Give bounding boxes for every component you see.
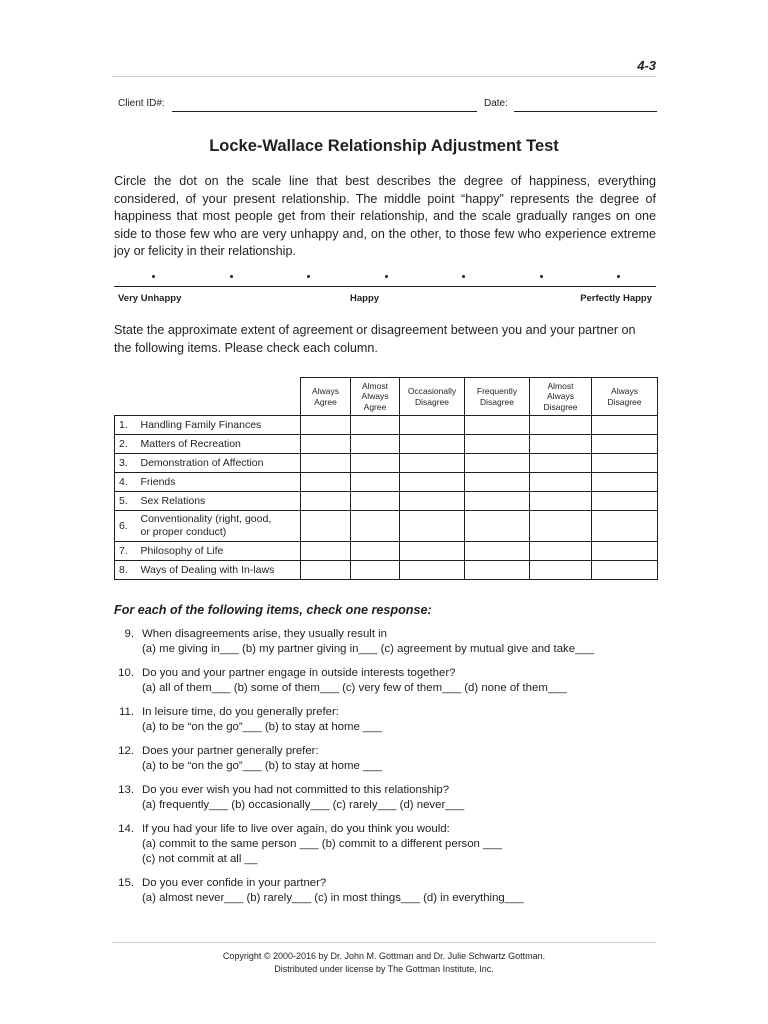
table-row [115, 511, 658, 542]
question-text: If you had your life to live over again, do you think you would: [142, 823, 450, 835]
checkbox-cell[interactable] [592, 511, 658, 542]
scale-dot-5[interactable] [462, 275, 465, 278]
item-label-line: Demonstration of Affection [140, 456, 264, 469]
checkbox-cell[interactable] [400, 473, 465, 492]
item-label-line: Philosophy of Life [140, 544, 224, 557]
question-number: 11. [119, 706, 134, 718]
question-options[interactable]: (a) to be “on the go”___ (b) to stay at home ___ [142, 760, 382, 772]
checkbox-cell[interactable] [530, 454, 592, 473]
item-label-line: Handling Family Finances [140, 418, 262, 431]
question-number: 12. [118, 745, 134, 757]
question-text: When disagreements arise, they usually result in [142, 628, 388, 640]
table-row [115, 473, 658, 492]
date-label: Date: [484, 98, 508, 109]
question-number: 10. [118, 667, 134, 679]
checkbox-cell[interactable] [351, 454, 400, 473]
question-item [114, 783, 656, 813]
copyright-footer [0, 950, 768, 975]
question-text: Do you and your partner engage in outside interests together? [142, 667, 456, 679]
agreement-column-header [530, 378, 592, 416]
happiness-scale [114, 272, 656, 312]
checkbox-cell[interactable] [465, 454, 530, 473]
question-text: Does your partner generally prefer: [142, 745, 319, 757]
item-label [139, 561, 301, 580]
table-row [115, 416, 658, 435]
checkbox-cell[interactable] [592, 473, 658, 492]
client-info-row [118, 98, 658, 116]
checkbox-cell[interactable] [301, 435, 351, 454]
question-number: 14. [118, 823, 134, 835]
checkbox-cell[interactable] [351, 511, 400, 542]
column-header-line: Agree [363, 401, 387, 412]
question-number: 15. [118, 877, 134, 889]
item-number: 1. [115, 416, 139, 435]
table-row [115, 542, 658, 561]
table-row [115, 454, 658, 473]
checkbox-cell[interactable] [465, 435, 530, 454]
column-header-line: Always [547, 391, 574, 402]
checkbox-cell[interactable] [530, 416, 592, 435]
table-row [115, 561, 658, 580]
checkbox-cell[interactable] [592, 454, 658, 473]
agreement-column-header [592, 378, 658, 416]
questions-heading: For each of the following items, check one response: [114, 603, 432, 617]
footer-line-1: Copyright © 2000-2016 by Dr. John M. Gottman and Dr. Julie Schwartz Gottman. [222, 951, 546, 961]
question-options[interactable]: (a) to be “on the go”___ (b) to stay at home ___ [142, 721, 382, 733]
scale-dot-2[interactable] [230, 275, 233, 278]
checkbox-cell[interactable] [530, 511, 592, 542]
checkbox-cell[interactable] [301, 416, 351, 435]
checkbox-cell[interactable] [465, 473, 530, 492]
checkbox-cell[interactable] [530, 473, 592, 492]
question-options[interactable]: (a) all of them___ (b) some of them___ (c) very few of them___ (d) none of them___ [142, 682, 567, 694]
question-item [114, 822, 656, 867]
question-item [114, 876, 656, 906]
agreement-column-header [400, 378, 465, 416]
checkbox-cell[interactable] [400, 416, 465, 435]
question-options[interactable]: (a) frequently___ (b) occasionally___ (c) rarely___ (d) never___ [142, 799, 465, 811]
checkbox-cell[interactable] [351, 542, 400, 561]
bottom-divider [112, 942, 656, 943]
question-number: 9. [124, 628, 134, 640]
questions-list [114, 627, 656, 915]
checkbox-cell[interactable] [301, 473, 351, 492]
checkbox-cell[interactable] [465, 416, 530, 435]
checkbox-cell[interactable] [301, 492, 351, 511]
checkbox-cell[interactable] [301, 511, 351, 542]
checkbox-cell[interactable] [400, 435, 465, 454]
question-body [142, 744, 656, 774]
question-body [142, 705, 656, 735]
item-label-line: Friends [140, 475, 176, 488]
item-label-line: Matters of Recreation [140, 437, 241, 450]
question-text: Do you ever wish you had not committed to this relationship? [142, 784, 450, 796]
question-options[interactable]: (a) commit to the same person ___ (b) commit to a different person ___ [142, 838, 503, 850]
scale-dot-4[interactable] [385, 275, 388, 278]
checkbox-cell[interactable] [400, 542, 465, 561]
scale-label-happy: Happy [350, 293, 380, 304]
client-id-field[interactable] [172, 111, 477, 112]
item-number: 7. [115, 542, 139, 561]
checkbox-cell[interactable] [530, 542, 592, 561]
checkbox-cell[interactable] [530, 435, 592, 454]
checkbox-cell[interactable] [530, 492, 592, 511]
item-number: 5. [115, 492, 139, 511]
question-text: Do you ever confide in your partner? [142, 877, 327, 889]
scale-dot-7[interactable] [617, 275, 620, 278]
header-blank-cell [115, 378, 301, 416]
item-label [139, 473, 301, 492]
checkbox-cell[interactable] [465, 492, 530, 511]
question-body [142, 822, 656, 867]
item-label-line: or proper conduct) [140, 526, 227, 538]
question-item [114, 705, 656, 735]
question-body [142, 783, 656, 813]
scale-dot-6[interactable] [540, 275, 543, 278]
item-label-line: Sex Relations [140, 494, 206, 507]
column-header-line: Disagree [414, 396, 450, 407]
item-number: 2. [115, 435, 139, 454]
question-options[interactable]: (c) not commit at all __ [142, 853, 258, 865]
intro-paragraph: Circle the dot on the scale line that best describes the degree of happiness, everything considered, of your present relationship. The middle point “happy” represents the degree of happiness that most people get from their relationship, and the scale gradually ranges on one side to those few who are very unhappy and, on the other, to those few who experience extreme joy or felicity in their relationship. [114, 174, 656, 259]
agreement-instructions: State the approximate extent of agreement or disagreement between you and your partner on the following items. Please check each column. [114, 323, 636, 355]
checkbox-cell[interactable] [465, 511, 530, 542]
item-label-line: Ways of Dealing with In-laws [140, 563, 275, 576]
question-text: In leisure time, do you generally prefer: [142, 706, 339, 718]
checkbox-cell[interactable] [465, 561, 530, 580]
checkbox-cell[interactable] [592, 542, 658, 561]
question-body [142, 666, 656, 696]
checkbox-cell[interactable] [530, 561, 592, 580]
client-id-label: Client ID#: [118, 98, 165, 109]
item-number: 8. [115, 561, 139, 580]
top-divider [112, 76, 656, 77]
scale-dot-1[interactable] [152, 275, 155, 278]
scale-label-perfectly-happy: Perfectly Happy [580, 293, 652, 304]
document-title: Locke-Wallace Relationship Adjustment Test [209, 137, 559, 155]
column-header-line: Disagree [479, 396, 515, 407]
checkbox-cell[interactable] [400, 561, 465, 580]
checkbox-cell[interactable] [400, 454, 465, 473]
page-number: 4-3 [637, 58, 656, 73]
item-label [139, 435, 301, 454]
checkbox-cell[interactable] [465, 542, 530, 561]
column-header-line: Always [312, 386, 339, 396]
item-number: 3. [115, 454, 139, 473]
checkbox-cell[interactable] [301, 454, 351, 473]
checkbox-cell[interactable] [351, 416, 400, 435]
footer-line-2: Distributed under license by The Gottman Institute, Inc. [274, 963, 494, 974]
checkbox-cell[interactable] [400, 492, 465, 511]
column-header-line: Occasionally [407, 386, 457, 396]
question-item [114, 666, 656, 696]
checkbox-cell[interactable] [351, 561, 400, 580]
date-field[interactable] [514, 111, 657, 112]
question-item [114, 627, 656, 657]
item-label-line: Conventionality (right, good, [140, 513, 272, 525]
table-row [115, 492, 658, 511]
column-header-line: Frequently [476, 386, 518, 396]
item-label [139, 416, 301, 435]
checkbox-cell[interactable] [351, 435, 400, 454]
column-header-line: Always [611, 386, 638, 396]
column-header-line: Always [361, 391, 389, 402]
checkbox-cell[interactable] [301, 542, 351, 561]
agreement-column-header [465, 378, 530, 416]
question-body [142, 876, 656, 906]
checkbox-cell[interactable] [400, 511, 465, 542]
checkbox-cell[interactable] [351, 473, 400, 492]
item-number: 6. [115, 511, 139, 542]
scale-label-very-unhappy: Very Unhappy [118, 293, 182, 304]
column-header-line: Disagree [607, 396, 642, 407]
column-header-line: Almost [547, 380, 574, 391]
column-header-line: Agree [314, 396, 337, 407]
checkbox-cell[interactable] [592, 416, 658, 435]
item-number: 4. [115, 473, 139, 492]
question-item [114, 744, 656, 774]
checkbox-cell[interactable] [301, 561, 351, 580]
agreement-table [114, 377, 658, 580]
question-number: 13. [118, 784, 134, 796]
item-label [139, 492, 301, 511]
item-label [139, 511, 301, 542]
agreement-header-row [115, 378, 658, 416]
checkbox-cell[interactable] [592, 492, 658, 511]
item-label [139, 542, 301, 561]
question-options[interactable]: (a) me giving in___ (b) my partner giving in___ (c) agreement by mutual give and take___ [142, 643, 595, 655]
item-label [139, 454, 301, 473]
question-body [142, 627, 656, 657]
column-header-line: Disagree [543, 401, 578, 412]
checkbox-cell[interactable] [592, 561, 658, 580]
column-header-line: Almost [362, 380, 388, 391]
checkbox-cell[interactable] [592, 435, 658, 454]
question-options[interactable]: (a) almost never___ (b) rarely___ (c) in most things___ (d) in everything___ [142, 892, 524, 904]
scale-dot-3[interactable] [307, 275, 310, 278]
table-row [115, 435, 658, 454]
agreement-column-header [351, 378, 400, 416]
checkbox-cell[interactable] [351, 492, 400, 511]
scale-line [114, 286, 656, 287]
agreement-column-header [301, 378, 351, 416]
